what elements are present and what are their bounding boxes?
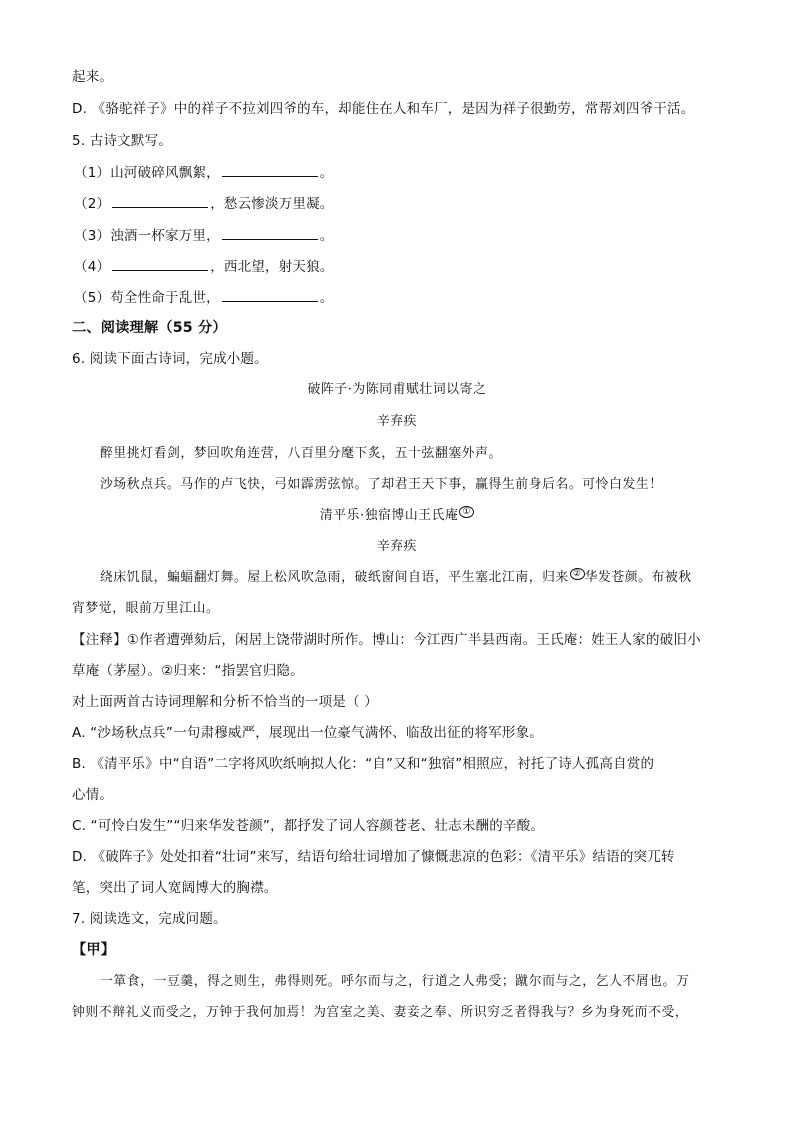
question-6-stem: 对上面两首古诗词理解和分析不恰当的一项是（ ） bbox=[72, 694, 378, 710]
poem-1-line-2: 沙场秋点兵。马作的卢飞快，弓如霹雳弦惊。了却君王天下事，赢得生前身后名。可怜白发生！ bbox=[100, 477, 663, 492]
option-d-previous: D. 《骆驼祥子》中的祥子不拉刘四爷的车，却能住在人和车厂，是因为祥子很勤劳，常帮刘四爷干活。 bbox=[72, 101, 695, 117]
dictation-item-4: （4） ，西北望，射天狼。 bbox=[74, 256, 724, 277]
option-b-continued: 心情。 bbox=[72, 787, 114, 803]
prose-line-1: 一箪食，一豆羹，得之则生，弗得则死。呼尔而与之，行道之人弗受；蹴尔而与之，乞人不屑也。万 bbox=[100, 974, 690, 989]
poem-1-line-1: 醉里挑灯看剑，梦回吹角连营，八百里分麾下炙，五十弦翻塞外声。 bbox=[100, 446, 502, 461]
answer-blank[interactable] bbox=[112, 256, 208, 271]
footnote-marker: ① bbox=[459, 506, 474, 518]
section-heading: 二、阅读理解（55 分） bbox=[72, 320, 227, 336]
option-b: B. 《清平乐》中“自语”二字将风吹纸响拟人化：“自”又和“独宿”相照应，衬托了诗人孤高自赏的 bbox=[72, 756, 655, 772]
answer-blank[interactable] bbox=[222, 287, 318, 302]
answer-blank[interactable] bbox=[222, 162, 318, 177]
poem-1-title: 破阵子·为陈同甫赋壮词以寄之 bbox=[307, 382, 487, 397]
poem-2-line-2: 宵梦觉，眼前万里江山。 bbox=[72, 601, 220, 616]
prose-line-2: 钟则不辩礼义而受之，万钟于我何加焉！为宫室之美、妻妾之奉、所识穷乏者得我与？乡为身死而不受， bbox=[72, 1005, 689, 1020]
passage-label: 【甲】 bbox=[72, 942, 116, 958]
option-a: A. “沙场秋点兵”一句肃穆威严，展现出一位豪气满怀、临敌出征的将军形象。 bbox=[72, 725, 543, 741]
annotation-line-2: 草庵（茅屋）。②归来：“指罢官归隐。 bbox=[72, 663, 304, 679]
option-c: C. “可怜白发生”“归来华发苍颜”，都抒发了词人容颜苍老、壮志未酬的辛酸。 bbox=[72, 818, 545, 834]
option-d: D. 《破阵子》处处扣着“壮词”来写，结语句给壮词增加了慷慨悲凉的色彩：《清平乐》结语的突兀转 bbox=[72, 849, 675, 865]
footnote-marker: ② bbox=[570, 568, 585, 580]
annotation-line-1: 【注释】①作者遭弹劾后，闲居上饶带湖时所作。博山：今江西广半县西南。王氏庵：姓王人家的破旧小 bbox=[72, 632, 701, 648]
poem-1-author: 辛弃疾 bbox=[376, 414, 418, 429]
poem-2-author: 辛弃疾 bbox=[376, 539, 418, 554]
poem-2-title: 清平乐·独宿博山王氏庵 ① bbox=[72, 506, 722, 526]
question-7-title: 7. 阅读选文，完成问题。 bbox=[72, 911, 227, 927]
answer-blank[interactable] bbox=[222, 225, 318, 240]
dictation-item-2: （2） ，愁云惨淡万里凝。 bbox=[74, 193, 724, 214]
dictation-item-5: （5）苟全性命于乱世， 。 bbox=[74, 287, 724, 308]
answer-blank[interactable] bbox=[112, 193, 208, 208]
option-d-continued: 笔，突出了词人宽阔博大的胸襟。 bbox=[72, 880, 278, 896]
dictation-item-1: （1）山河破碎风飘絮， 。 bbox=[74, 162, 724, 183]
dictation-item-3: （3）浊酒一杯家万里， 。 bbox=[74, 225, 724, 246]
question-5-title: 5. 古诗文默写。 bbox=[72, 133, 172, 149]
text-line: 起来。 bbox=[72, 69, 114, 85]
question-6-title: 6. 阅读下面古诗词，完成小题。 bbox=[72, 351, 268, 367]
poem-2-line-1: 绕床饥鼠，蝙蝠翻灯舞。屋上松风吹急雨，破纸窗间自语，平生塞北江南，归来 ② 华发苍颜。布被秋 bbox=[100, 568, 692, 585]
